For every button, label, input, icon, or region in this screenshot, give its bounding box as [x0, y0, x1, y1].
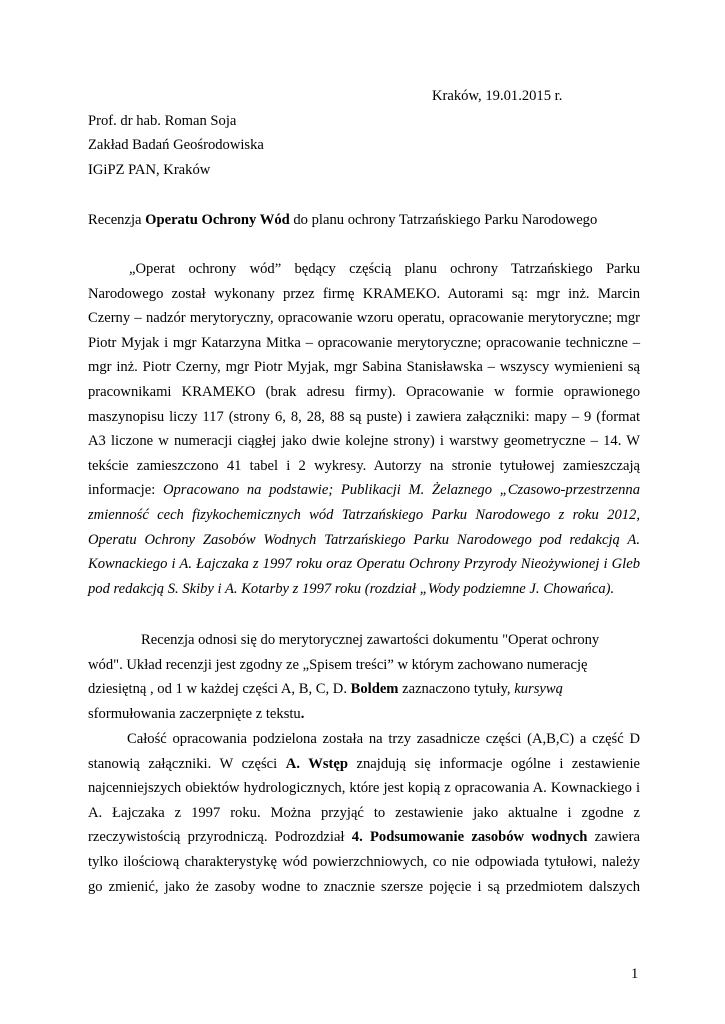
place-date: Kraków, 19.01.2015 r. [432, 88, 563, 104]
paragraph-scope [88, 628, 640, 726]
text-line: dziesiętną , od 1 w każdej części A, B, C, D. Boldem zaznaczono tytuły, kursywą [88, 681, 563, 697]
text-line: Całość opracowania podzielona została na trzy zasadnicze części (A,B,C) a część D [127, 731, 640, 747]
text-line: najcenniejszych obiektów hydrologicznych, które jest kopią z opracowania A. Kownackiego i [88, 780, 640, 797]
review-title-bold: Operatu Ochrony Wód [145, 212, 290, 228]
text-line: go zmienić, jako że zasoby wodne to znacznie szersze pojęcie i są przedmiotem dalszych [88, 878, 640, 895]
author-department: Zakład Badań Geośrodowiska [88, 137, 264, 153]
text-line: A. Łajczaka z 1997 roku. Można przyjąć to zestawienie jako aktualne i zgodne z [88, 804, 640, 821]
text-line: tekście zamieszczono 41 tabel i 2 wykresy. Autorzy na stronie tytułowej zamieszczają [88, 457, 640, 474]
text-line: sformułowania zaczerpnięte z tekstu. [88, 705, 305, 722]
paragraph-intro [88, 257, 640, 601]
author-institute: IGiPZ PAN, Kraków [88, 162, 211, 178]
text-line: stanowią załączniki. W części A. Wstęp znajdują się informacje ogólne i zestawienie [88, 755, 640, 772]
text-line: „Operat ochrony wód” będący częścią planu ochrony Tatrzańskiego Parku [129, 261, 640, 277]
text-line: informacje: Opracowano na podstawie; Publikacji M. Żelaznego „Czasowo-przestrzenna [88, 482, 640, 499]
text-line: zmienność cech fizykochemicznych wód Tatrzańskiego Parku Narodowego z roku 2012, [88, 506, 640, 523]
text-line: Piotr Myjak i mgr Katarzyna Mitka – opracowanie merytoryczne; opracowanie techniczne – [88, 334, 640, 351]
review-title: Recenzja Operatu Ochrony Wód do planu ochrony Tatrzańskiego Parku Narodowego [88, 212, 598, 228]
text-line: Narodowego został wykonany przez firmę KRAMEKO. Autorami są: mgr inż. Marcin [88, 285, 640, 302]
text-line: Czerny – nadzór merytoryczny, opracowanie wzoru operatu, opracowanie merytoryczne; mgr [88, 310, 640, 327]
page-number: 1 [631, 966, 639, 982]
text-line: tylko ilościową charakterystykę wód powierzchniowych, co nie odpowiada tytułowi, należy [88, 853, 640, 870]
text-line: Operatu Ochrony Zasobów Wodnych Tatrzańskiego Parku Narodowego pod redakcją A. [88, 531, 640, 548]
text-line: Kownackiego i A. Łajczaka z 1997 roku oraz Operatu Ochrony Przyrody Nieożywionej i Gleb [88, 556, 640, 573]
text-line: rzeczywistością przyrodniczą. Podrozdział 4. Podsumowanie zasobów wodnych zawiera [88, 829, 640, 846]
text-line: pod redakcją S. Skiby i A. Kotarby z 1997 roku (rozdział „Wody podziemne J. Chowańca). [88, 580, 615, 597]
text-line: mgr inż. Piotr Czerny, mgr Piotr Myjak, mgr Sabina Stanisławska – wszyscy wymienieni są [88, 359, 640, 376]
paragraph-structure [88, 727, 640, 899]
text-line: A3 liczone w numeracji ciągłej jako dwie kolejne strony) i warstwy geometryczne – 14. W [88, 433, 640, 450]
text-line: pracownikami KRAMEKO (brak adresu firmy). Opracowanie w formie oprawionego [88, 383, 640, 400]
text-line: wód". Układ recenzji jest zgodny ze „Spisem treści” w którym zachowano numerację [88, 656, 588, 673]
text-line: Recenzja odnosi się do merytorycznej zawartości dokumentu "Operat ochrony [141, 632, 600, 648]
text-line: maszynopisu liczy 117 (strony 6, 8, 28, 88 są puste) i zawiera załączniki: mapy – 9 (format [88, 408, 640, 425]
author-name: Prof. dr hab. Roman Soja [88, 113, 237, 129]
